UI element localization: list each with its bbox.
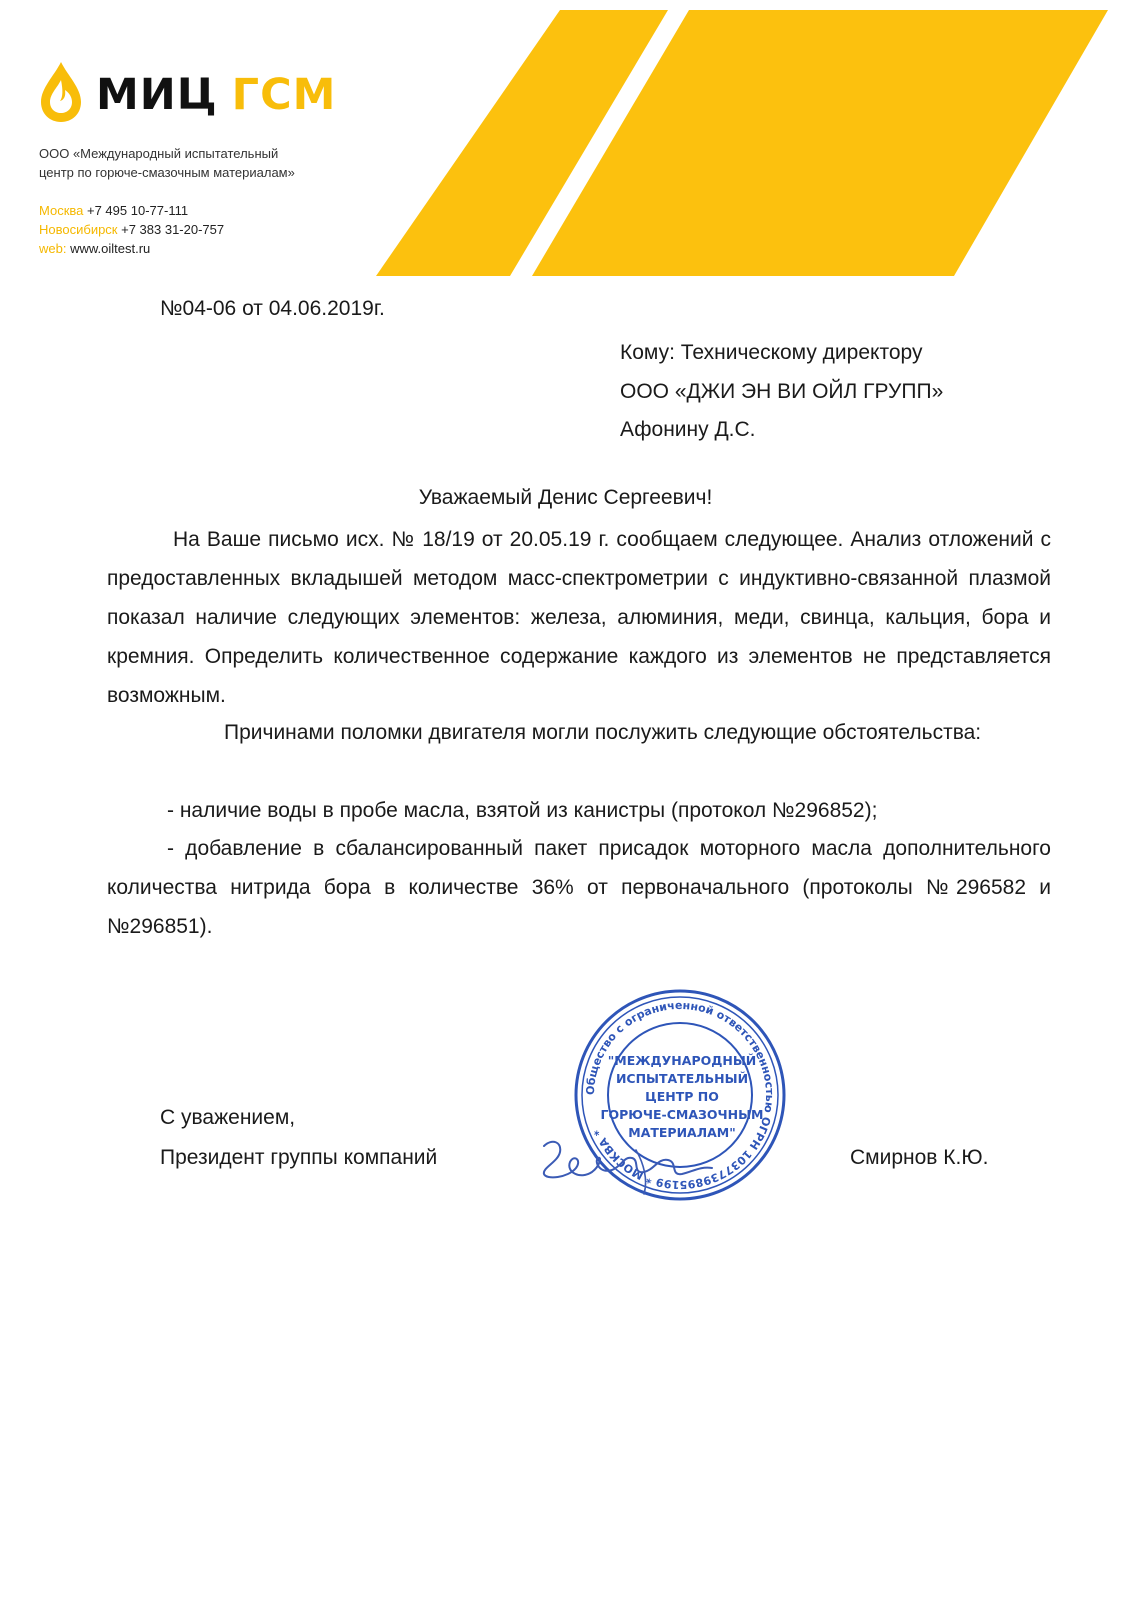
seal-inner-line: МАТЕРИАЛАМ" xyxy=(628,1125,736,1140)
addressee-line-3: Афонину Д.С. xyxy=(620,418,756,441)
seal-inner-line: ГОРЮЧЕ-СМАЗОЧНЫМ xyxy=(600,1107,764,1122)
logo-text-mits: МИЦ xyxy=(96,70,218,120)
seal-inner-line: ЦЕНТР ПО xyxy=(645,1089,719,1104)
closing-block xyxy=(160,1098,437,1178)
seal-outer-text: Общество с ограниченной ответственностью ОГРН 1037739895199 * МОСКВА * xyxy=(583,998,777,1192)
logo-text-gsm: ГСМ xyxy=(231,70,337,120)
addressee-line-2: ООО «ДЖИ ЭН ВИ ОЙЛ ГРУПП» xyxy=(620,379,944,403)
company-full-name xyxy=(39,144,295,182)
contact-web xyxy=(39,239,224,258)
handwritten-signature xyxy=(540,1128,720,1198)
cause-list-item-1: - наличие воды в пробе масла, взятой из канистры (протокол №296852); xyxy=(167,799,878,822)
contact-label: Москва xyxy=(39,203,84,218)
signer-name: Смирнов К.Ю. xyxy=(850,1146,989,1169)
closing-regards: С уважением, xyxy=(160,1106,296,1129)
contact-novosibirsk xyxy=(39,220,224,239)
addressee-block xyxy=(620,334,943,450)
company-name-line-1: ООО «Международный испытательный xyxy=(39,146,279,161)
letter-greeting: Уважаемый Денис Сергеевич! xyxy=(418,486,713,509)
contact-moscow xyxy=(39,201,224,220)
contact-block xyxy=(39,201,224,258)
contact-phone: +7 383 31-20-757 xyxy=(117,222,225,237)
oil-drop-logo-icon xyxy=(38,60,84,124)
contact-label: web: xyxy=(39,241,67,256)
seal-inner-line: ИСПЫТАТЕЛЬНЫЙ xyxy=(615,1071,749,1086)
document-reference-number: №04-06 от 04.06.2019г. xyxy=(160,297,385,320)
contact-website: www.oiltest.ru xyxy=(66,241,151,256)
contact-phone: +7 495 10-77-111 xyxy=(83,203,189,218)
seal-inner-line: "МЕЖДУНАРОДНЫЙ xyxy=(607,1053,757,1068)
contact-label: Новосибирск xyxy=(39,222,118,237)
body-paragraph-causes: Причинами поломки двигателя могли послужить следующие обстоятельства: xyxy=(224,721,982,744)
body-paragraph-analysis: На Ваше письмо исх. № 18/19 от 20.05.19 г. сообщаем следующее. Анализ отложений с предоставленных вкладышей методом масс-спектрометрии с индуктивно-связанной плазмой показал наличие следующих элементов: железа, алюминия, меди, свинца, кальция, бора и кремния. Определить количественное содержание каждого из элементов не представляется возможным. xyxy=(107,528,1051,707)
cause-list-item-2: - добавление в сбалансированный пакет присадок моторного масла дополнительного количества нитрида бора в количестве 36% от первоначального (протоколы №296582 и №296851). xyxy=(107,837,1051,938)
company-name-line-2: центр по горюче-смазочным материалам» xyxy=(39,165,295,180)
addressee-line-1: Кому: Техническому директору xyxy=(620,341,923,364)
company-logo-wordmark xyxy=(96,70,337,120)
signer-position: Президент группы компаний xyxy=(160,1146,438,1169)
